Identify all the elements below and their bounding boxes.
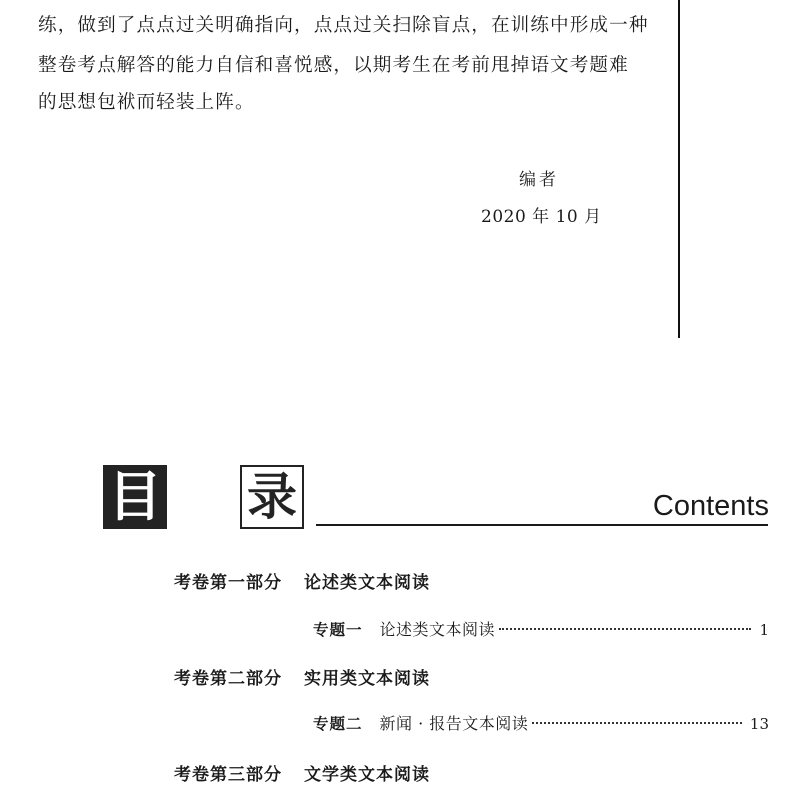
toc-dot-leader <box>532 722 742 724</box>
toc-part-2[interactable] <box>174 664 430 689</box>
toc-part-3[interactable] <box>174 760 430 785</box>
toc-heading-rule <box>316 524 768 526</box>
page-margin-rule <box>678 0 680 338</box>
preface-signer: 编者 <box>519 170 559 190</box>
toc-page-number: 13 <box>749 715 769 733</box>
toc-page-number: 1 <box>759 621 769 639</box>
toc-topic-2[interactable] <box>313 711 769 733</box>
toc-part-title: 实用类文本阅读 <box>304 669 430 689</box>
preface-line-2: 整卷考点解答的能力自信和喜悦感，以期考生在考前甩掉语文考题难 <box>38 55 629 76</box>
toc-part-label: 考卷第三部分 <box>174 765 282 785</box>
preface-line-1: 练，做到了点点过关明确指向，点点过关扫除盲点，在训练中形成一种 <box>38 15 649 36</box>
toc-topic-1[interactable] <box>313 617 769 639</box>
toc-part-label: 考卷第一部分 <box>174 573 282 593</box>
toc-dot-leader <box>499 628 751 630</box>
toc-header <box>0 450 800 540</box>
toc-heading-char-lu: 录 <box>240 465 304 529</box>
toc-topic-title: 新闻 · 报告文本阅读 <box>379 714 529 733</box>
toc-topic-number: 专题二 <box>313 715 363 733</box>
toc-part-1[interactable] <box>174 568 430 593</box>
toc-heading-english: Contents <box>652 490 769 522</box>
toc-topic-number: 专题一 <box>313 621 363 639</box>
toc-part-label: 考卷第二部分 <box>174 669 282 689</box>
toc-part-title: 文学类文本阅读 <box>304 765 430 785</box>
toc-part-title: 论述类文本阅读 <box>304 573 430 593</box>
preface-section <box>0 0 680 340</box>
toc-heading-char-mu: 目 <box>103 465 167 529</box>
preface-date: 2020 年 10 月 <box>481 207 602 227</box>
toc-topic-title: 论述类文本阅读 <box>379 620 496 639</box>
preface-line-3: 的思想包袱而轻装上阵。 <box>38 92 255 113</box>
